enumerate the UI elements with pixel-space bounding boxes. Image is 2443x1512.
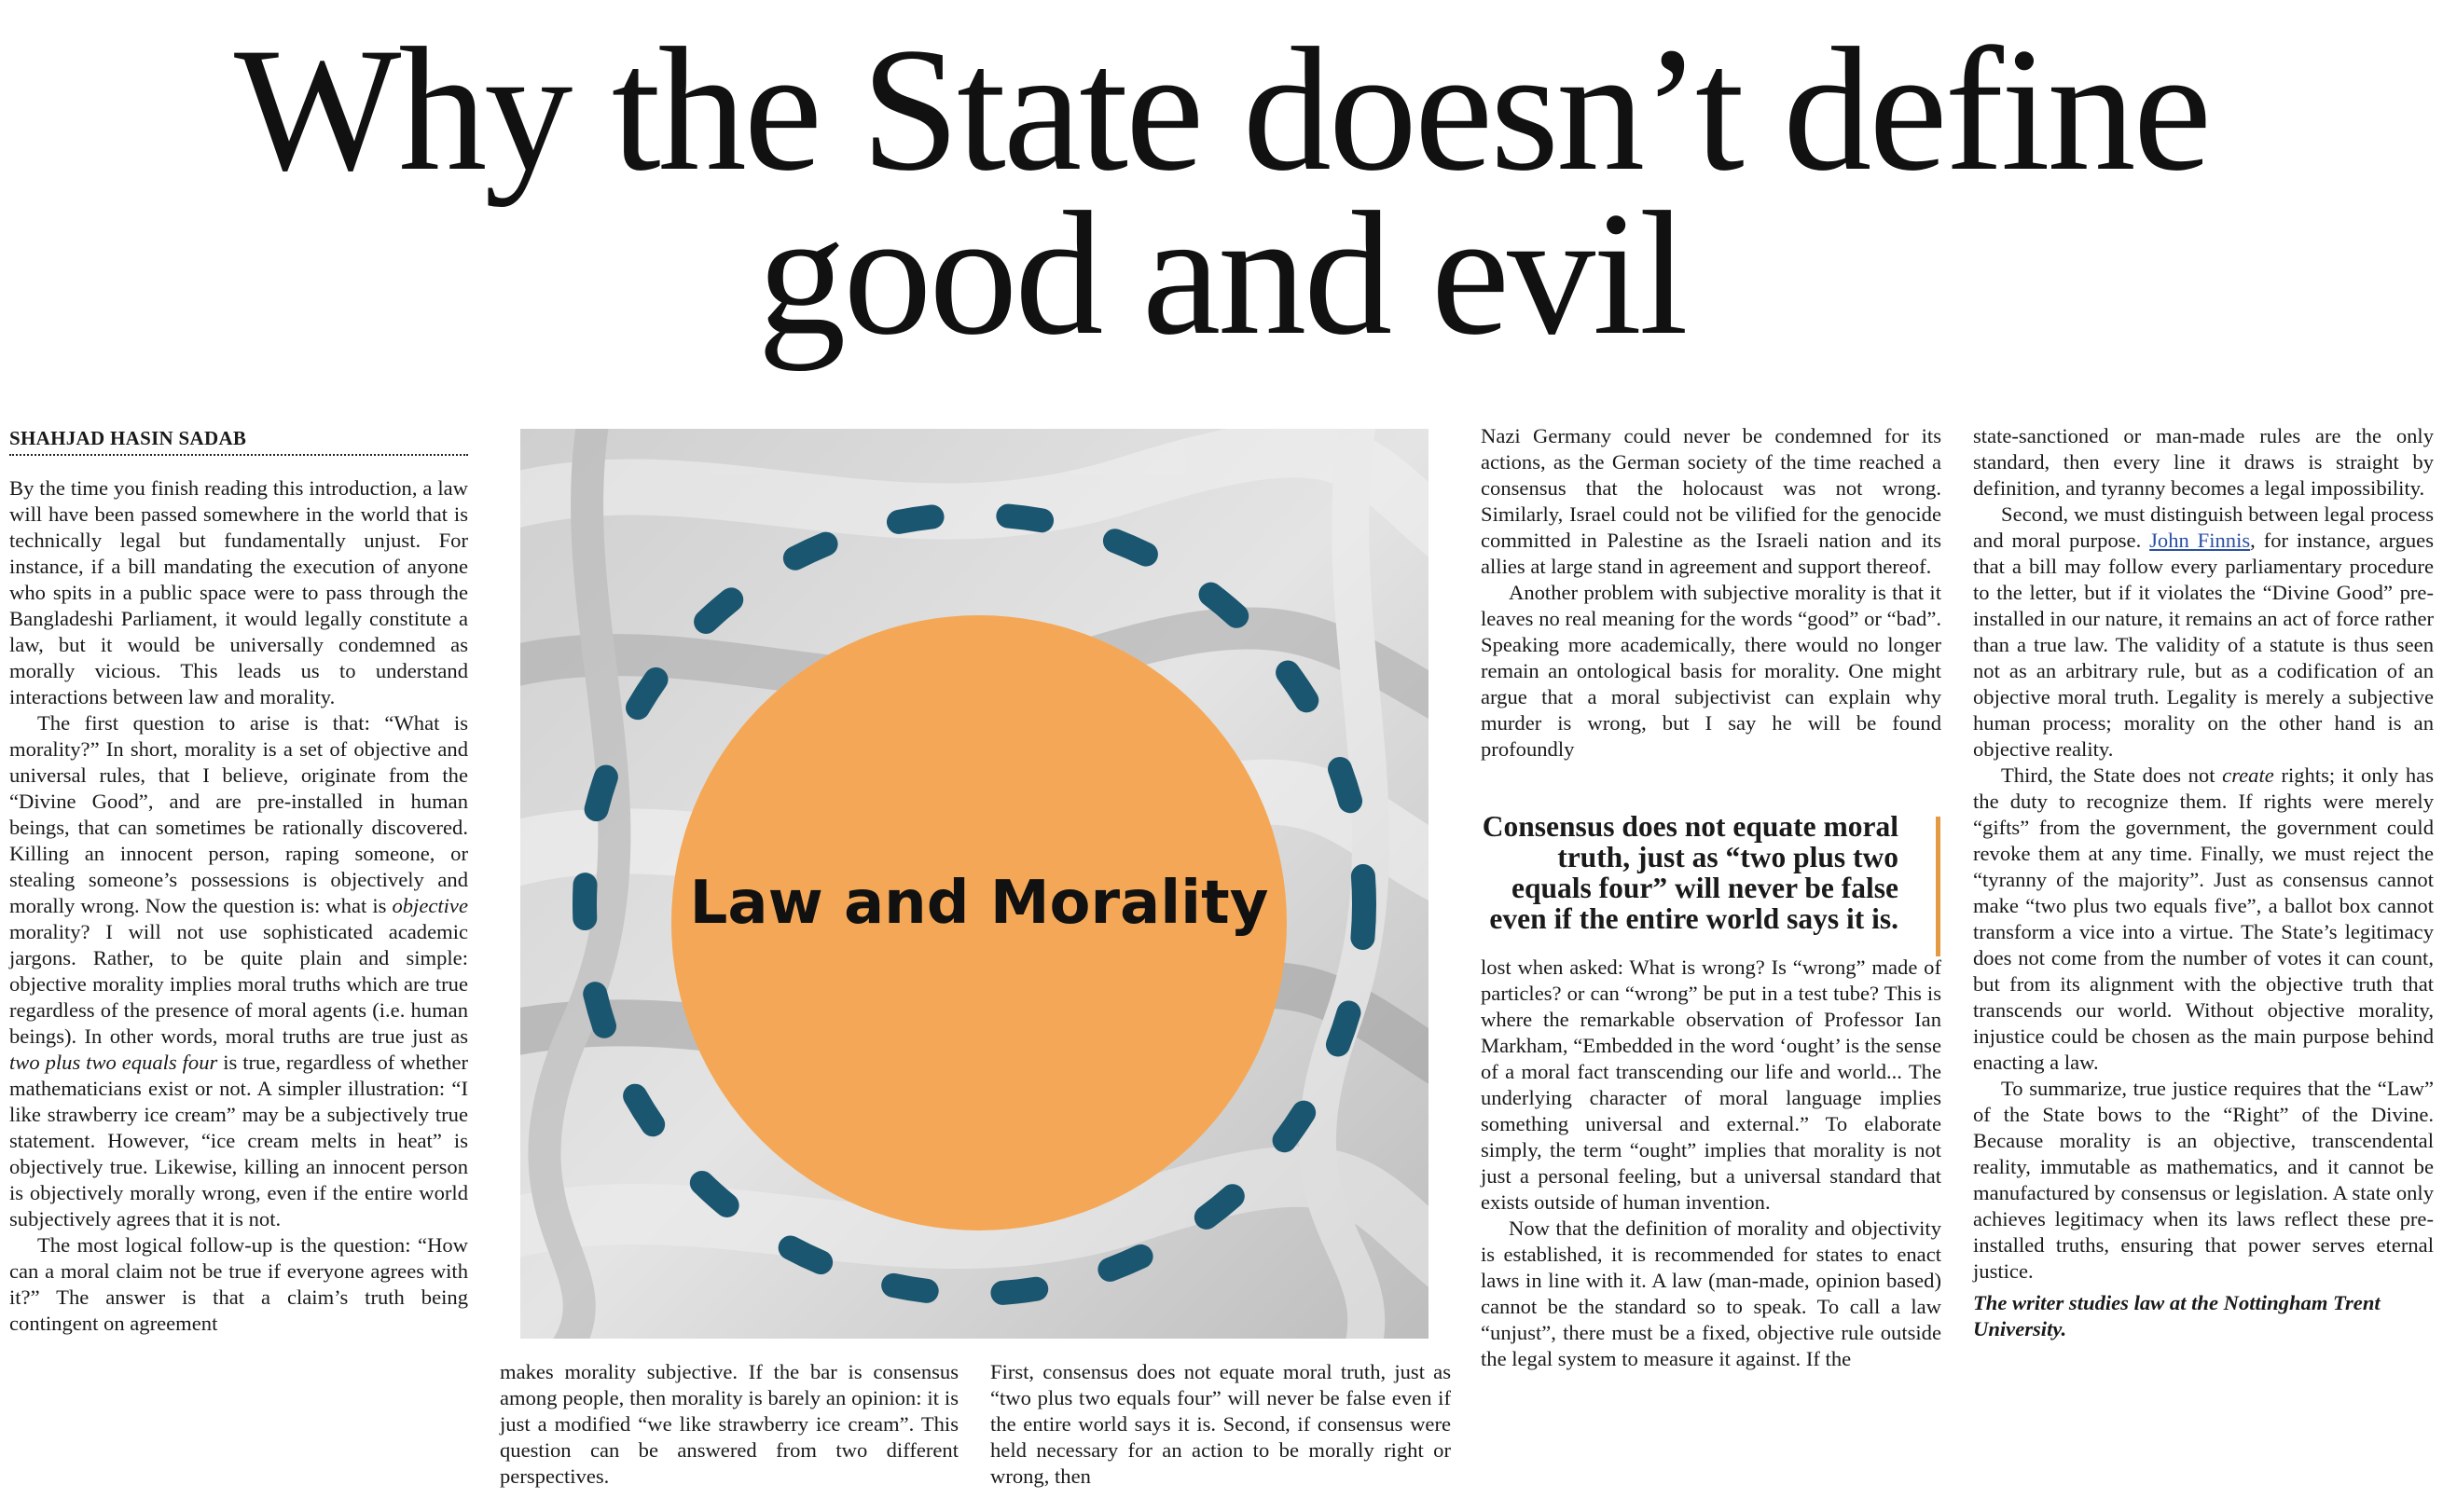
column-4-bottom	[1481, 955, 1941, 1372]
emphasis: create	[2222, 763, 2274, 787]
column-4-top	[1481, 423, 1941, 763]
article-illustration	[520, 429, 1429, 1339]
figure-label: Law and Morality	[689, 869, 1269, 938]
john-finnis-link[interactable]: John Finnis	[2149, 529, 2251, 552]
paragraph: Third, the State does not create rights; it only has the duty to recognize them. If rights were merely “gifts” from the government, the government could revoke them at any time. Finally, we must reject the “tyranny of the majority”. Just as consensus cannot make “two plus two equals five”, a ballot box cannot transform a vice into a virtue. The State’s legitimacy does not come from the number of votes it can count, but from its alignment with the objective truth that transcends our world. Without objective morality, injustice could be chosen as the main purpose behind enacting a law.	[1973, 763, 2434, 1074]
paragraph: Second, we must distinguish between legal process and moral purpose. John Finnis, for instance, argues that a bill may follow every parliamentary procedure to the letter, but if it violates the “Divine Good” pre-installed in our nature, it remains an act of force rather than a true law. The validity of a statute is thus seen not as an arbitrary rule, but as a codification of an objective moral truth. Legality is merely a subjective human process; morality on the other hand is an objective reality.	[1973, 502, 2434, 761]
column-5	[1973, 423, 2434, 1342]
headline-line-1: Why the State doesn’t define	[234, 12, 2209, 208]
emphasis: objective	[392, 894, 468, 917]
paragraph: The most logical follow-up is the question: “How can a moral claim not be true if everyone agrees with it?” The answer is that a claim’s truth being contingent on agreement	[9, 1233, 468, 1335]
column-3	[990, 1359, 1451, 1490]
pull-quote-accent-bar	[1936, 817, 1940, 956]
paragraph: First, consensus does not equate moral truth, just as “two plus two equals four” will never be false even if the entire world says it is. Second, if consensus were held necessary for an action to be morally right or wrong, then	[990, 1360, 1451, 1488]
emphasis: two plus two equals four	[9, 1051, 218, 1074]
paragraph: The first question to arise is that: “What is morality?” In short, morality is a set of objective and universal rules, that I believe, originate from the “Divine Good”, and are pre-installed in human beings, that can sometimes be rationally discovered. Killing an innocent person, raping someone, or stealing someone’s possessions is objectively and morally wrong. Now the question is: what is objective morality? I will not use sophisticated academic jargons. Rather, to be quite plain and simple: objective morality implies moral truths which are true regardless of the presence of moral agents (i.e. human beings). In other words, moral truths are true just as two plus two equals four is true, regardless of whether mathematicians exist or not. A simpler illustration: “I like strawberry ice cream” may be a subjectively true statement. However, “ice cream melts in heat” is objectively true. Likewise, killing an innocent person is objectively morally wrong, even if the entire world subjectively agrees that it is not.	[9, 711, 468, 1230]
paragraph: lost when asked: What is wrong? Is “wrong” made of particles? or can “wrong” be put in a test tube? This is where the remarkable observation of Professor Ian Markham, “Embedded in the word ‘ought’ is the sense of a moral fact transcending our life and world... The underlying character of moral language implies something universal and external.” To elaborate simply, the term “ought” implies that morality is not just a personal feeling, but a universal standard that exists outside of human invention.	[1481, 955, 1941, 1214]
paragraph: To summarize, true justice requires that the “Law” of the State bows to the “Right” of the Divine. Because morality is an objective, transcendental reality, immutable as mathematics, and it cannot be manufactured by consensus or legislation. A state only achieves legitimacy when its laws reflect these pre-installed truths, ensuring that power serves eternal justice.	[1973, 1077, 2434, 1283]
byline: SHAHJAD HASIN SADAB	[9, 427, 468, 456]
paragraph: Nazi Germany could never be condemned for its actions, as the German society of the time reached a consensus that the holocaust was not wrong. Similarly, Israel could not be vilified for the genocide committed in Palestine as the Israeli nation and its allies at large stand in agreement and support thereof.	[1481, 424, 1941, 578]
paragraph: makes morality subjective. If the bar is consensus among people, then morality is barely an opinion: it is just a modified “we like strawberry ice cream”. This question can be answered from two different perspectives.	[500, 1360, 959, 1488]
column-1	[9, 475, 468, 1337]
headline	[0, 12, 2443, 372]
author-signoff: The writer studies law at the Nottingham Trent University.	[1973, 1291, 2381, 1340]
paragraph: By the time you finish reading this introduction, a law will have been passed somewhere in the world that is technically legal but fundamentally unjust. For instance, if a bill mandating the execution of anyone who spits in a public space were to pass through the Bangladeshi Parliament, it would legally constitute a law, but it would be universally condemned as morally vicious. This leads us to understand interactions between law and morality.	[9, 476, 468, 708]
headline-line-2: good and evil	[757, 176, 1686, 372]
paragraph: Now that the definition of morality and objectivity is established, it is recommended for states to enact laws in line with it. A law (man-made, opinion based) cannot be the standard so to speak. To call a law “unjust”, there must be a fixed, objective rule outside the legal system to measure it against. If the	[1481, 1216, 1941, 1370]
illustration-svg	[520, 429, 1429, 1339]
paragraph: Another problem with subjective morality is that it leaves no real meaning for the words “good” or “bad”. Speaking more academically, there would no longer remain an ontological basis for morality. One might argue that a moral subjectivist can explain why murder is wrong, but I say he will be found profoundly	[1481, 581, 1941, 761]
paragraph: state-sanctioned or man-made rules are the only standard, then every line it draws is straight by definition, and tyranny becomes a legal impossibility.	[1973, 424, 2434, 500]
pull-quote: Consensus does not equate moral truth, just as “two plus two equals four” will never be false even if the entire world says it is.	[1482, 810, 1898, 935]
column-2	[500, 1359, 959, 1490]
